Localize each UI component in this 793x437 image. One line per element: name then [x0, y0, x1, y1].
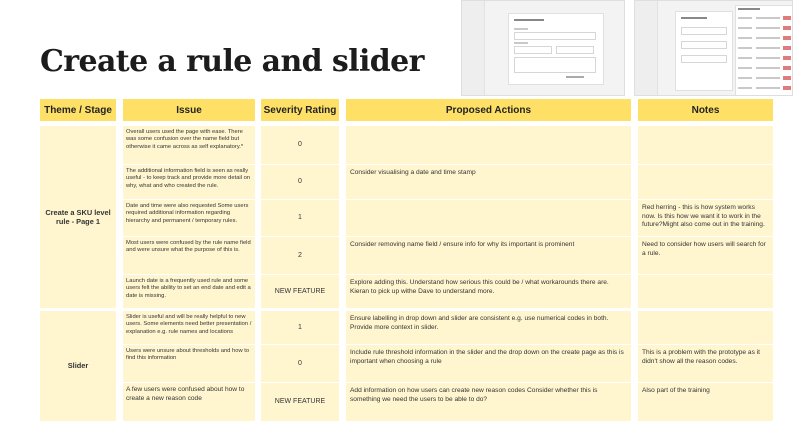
severity-cell: 1	[261, 200, 339, 236]
severity-cell: NEW FEATURE	[261, 275, 339, 308]
action-cell: Explore adding this. Understand how serious this could be / what workarounds there are. Kieran to pick up withe Dave to understand more.	[346, 275, 631, 308]
action-cell: Consider removing name field / ensure info for why its important is prominent	[346, 237, 631, 274]
notes-cell	[638, 165, 773, 199]
issue-cell: Most users were confused by the rule name field and were unsure what the purpose of this is.	[123, 237, 255, 274]
severity-cell: 1	[261, 311, 339, 344]
issue-cell: The additional information field is seen as really useful - to keep track and provide more detail on why, what and who created the rule.	[123, 165, 255, 199]
notes-cell	[638, 126, 773, 164]
severity-cell: 0	[261, 345, 339, 382]
issue-cell: A few users were confused about how to create a new reason code	[123, 383, 255, 421]
notes-cell: Red herring - this is how system works now. Is this how we want it to work in the future?Might also come out in the training.	[638, 200, 773, 236]
screenshot-thumbnail-slider	[634, 0, 793, 96]
notes-cell	[638, 311, 773, 344]
screenshot-thumbnail-create-page	[461, 0, 625, 96]
header-theme-stage: Theme / Stage	[40, 99, 116, 121]
severity-cell: 0	[261, 165, 339, 199]
severity-cell: 2	[261, 237, 339, 274]
action-cell	[346, 126, 631, 164]
issue-cell: Overall users used the page with ease. There was some confusion over the name field but otherwise it came across as self explanatory.*	[123, 126, 255, 164]
stage-create-rule: Create a SKU level rule - Page 1	[40, 126, 116, 308]
header-severity-rating: Severity Rating	[261, 99, 339, 121]
action-cell: Ensure labelling in drop down and slider are consistent e.g. use numerical codes in both. Provide more context in slider.	[346, 311, 631, 344]
stage-slider: Slider	[40, 311, 116, 421]
action-cell: Include rule threshold information in the slider and the drop down on the create page as this is important when choosing a rule	[346, 345, 631, 382]
notes-cell: Also part of the training	[638, 383, 773, 421]
issue-cell: Launch date is a frequently used rule and some users felt the ability to set an end date and edit a date is missing.	[123, 275, 255, 308]
severity-cell: 0	[261, 126, 339, 164]
issue-cell: Users were unsure about thresholds and how to find this information	[123, 345, 255, 382]
header-proposed-actions: Proposed Actions	[346, 99, 631, 121]
action-cell	[346, 200, 631, 236]
issue-cell: Slider is useful and will be really helpful to new users. Some elements need better presentation / explanation e.g. rule names and locations	[123, 311, 255, 344]
severity-cell: NEW FEATURE	[261, 383, 339, 421]
header-issue: Issue	[123, 99, 255, 121]
page-title: Create a rule and slider	[40, 44, 424, 79]
header-notes: Notes	[638, 99, 773, 121]
action-cell: Consider visualising a date and time stamp	[346, 165, 631, 199]
issue-cell: Date and time were also requested Some users required additional information regarding hierarchy and permanent / temporary rules.	[123, 200, 255, 236]
notes-cell: Need to consider how users will search for a rule.	[638, 237, 773, 274]
notes-cell: This is a problem with the prototype as it didn't show all the reason codes.	[638, 345, 773, 382]
action-cell: Add information on how users can create new reason codes Consider whether this is something we need the users to be able to do?	[346, 383, 631, 421]
notes-cell	[638, 275, 773, 308]
